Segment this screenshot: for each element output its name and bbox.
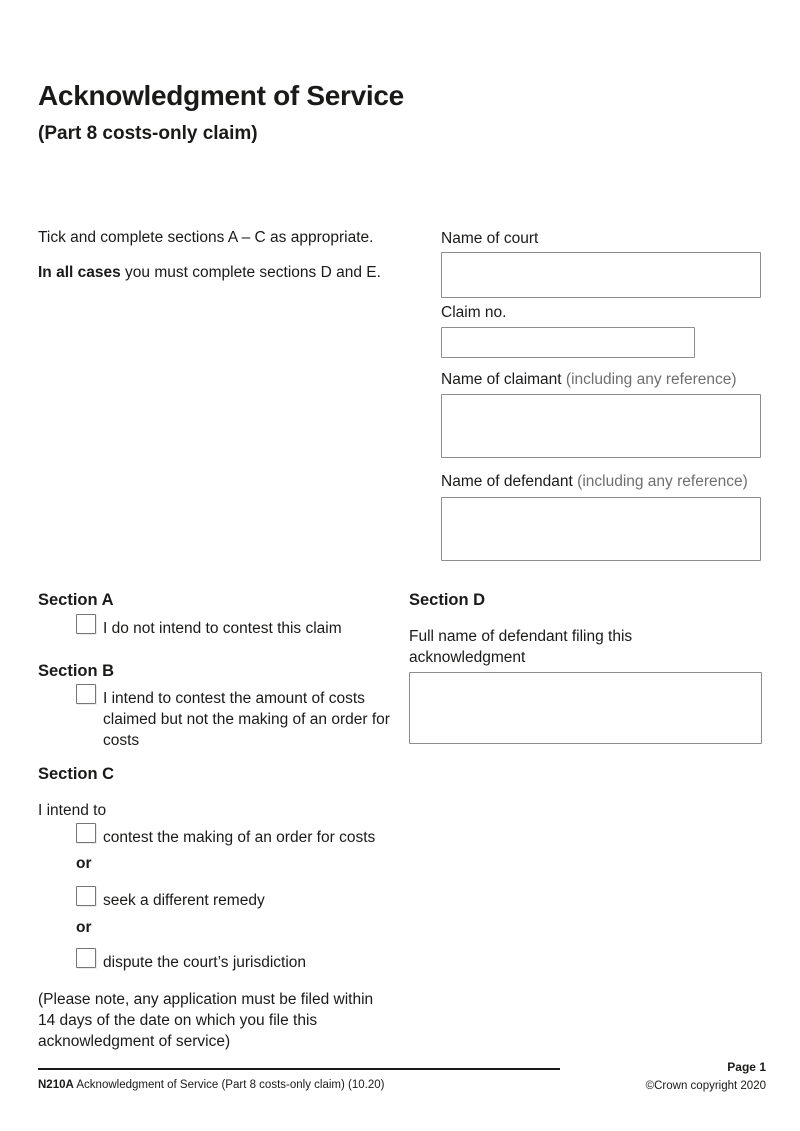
- footer-page-number: Page 1: [727, 1060, 766, 1074]
- section-c-intro: I intend to: [38, 802, 107, 819]
- intro-line-1: Tick and complete sections A – C as appropriate.: [38, 229, 374, 246]
- section-d-heading: Section D: [409, 591, 486, 609]
- section-c-option-2-checkbox[interactable]: [76, 886, 96, 906]
- name-of-court-input[interactable]: [441, 252, 761, 298]
- name-of-claimant-label: [441, 370, 771, 389]
- footer-divider: [38, 1068, 560, 1070]
- section-b-option-label: I intend to contest the amount of costs claimed but not the making of an order for costs: [103, 690, 390, 749]
- section-d-label: Full name of defendant filing this acknowledgment: [409, 628, 633, 666]
- intro-line-2-bold: In all cases: [38, 264, 121, 281]
- section-b-checkbox[interactable]: [76, 684, 96, 704]
- name-of-defendant-label-text: Name of defendant: [441, 473, 573, 490]
- section-c-option-2-label: seek a different remedy: [103, 892, 265, 909]
- section-c-option-1-checkbox[interactable]: [76, 823, 96, 843]
- footer-right-block: [546, 1060, 766, 1093]
- intro-line-2-rest: you must complete sections D and E.: [120, 264, 381, 281]
- name-of-defendant-label: [441, 472, 771, 491]
- claim-no-input[interactable]: [441, 327, 695, 358]
- footer-form-code: N210A: [38, 1079, 74, 1091]
- name-of-defendant-hint: (including any reference): [577, 473, 748, 490]
- intro-line-2: [38, 262, 433, 283]
- section-a-option-label: I do not intend to contest this claim: [103, 620, 342, 637]
- section-c-heading: Section C: [38, 765, 115, 783]
- section-c-note: (Please note, any application must be filed within 14 days of the date on which you file this acknowledgment of service): [38, 991, 374, 1050]
- name-of-claimant-hint: (including any reference): [565, 371, 737, 388]
- claim-no-label: Claim no.: [441, 304, 507, 321]
- section-a-heading: Section A: [38, 591, 114, 609]
- name-of-defendant-input[interactable]: [441, 497, 761, 561]
- footer-copyright: ©Crown copyright 2020: [645, 1080, 766, 1092]
- section-c-option-3-label: dispute the court’s jurisdiction: [103, 954, 307, 971]
- section-b-heading: Section B: [38, 662, 115, 680]
- section-d-input[interactable]: [409, 672, 762, 744]
- name-of-claimant-label-text: Name of claimant: [441, 371, 562, 388]
- page-title: Acknowledgment of Service: [38, 80, 404, 111]
- section-c-option-1-label: contest the making of an order for costs: [103, 829, 376, 846]
- name-of-court-label: Name of court: [441, 230, 539, 247]
- section-a-checkbox[interactable]: [76, 614, 96, 634]
- section-c-option-3-checkbox[interactable]: [76, 948, 96, 968]
- page-subtitle: (Part 8 costs-only claim): [38, 123, 258, 144]
- name-of-claimant-input[interactable]: [441, 394, 761, 458]
- section-c-or-1: or: [76, 855, 92, 872]
- section-c-or-2: or: [76, 919, 92, 936]
- footer-form-reference: [38, 1078, 538, 1092]
- footer-form-title: Acknowledgment of Service (Part 8 costs-only claim) (10.20): [73, 1079, 385, 1091]
